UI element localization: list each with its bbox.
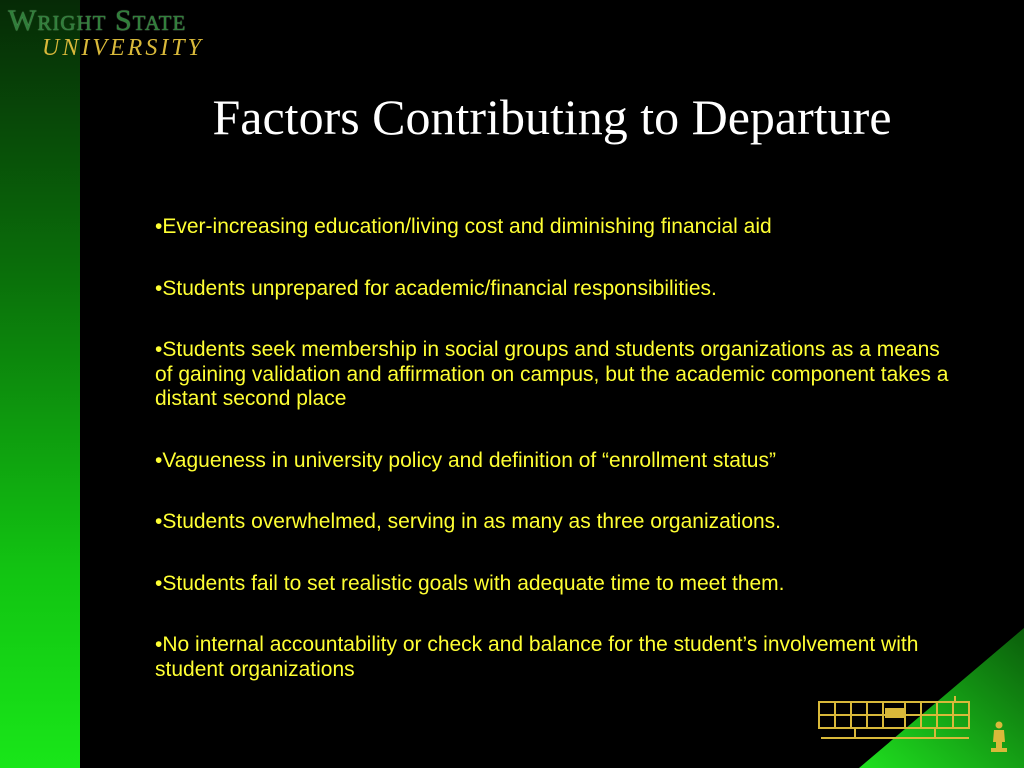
left-green-gradient-bar xyxy=(0,0,80,768)
wright-flyer-icon xyxy=(815,694,975,750)
bullet-item: •Students fail to set realistic goals with adequate time to meet them. xyxy=(155,571,785,595)
bullet-item: •No internal accountability or check and balance for the student’s involvement with student organizations xyxy=(155,633,919,681)
statue-icon xyxy=(988,720,1010,752)
bullet-list xyxy=(155,215,955,719)
logo-wordmark: Wright State xyxy=(8,4,187,37)
slide-title: Factors Contributing to Departure xyxy=(212,89,892,145)
logo-subtitle: UNIVERSITY xyxy=(42,35,204,61)
university-logo xyxy=(8,6,258,66)
bullet-item: •Students seek membership in social groups and students organizations as a means of gaining validation and affirmation on campus, but the academic component takes a distant second place xyxy=(155,338,949,410)
bullet-item: •Ever-increasing education/living cost and diminishing financial aid xyxy=(155,215,772,238)
bullet-item: •Vagueness in university policy and definition of “enrollment status” xyxy=(155,448,776,472)
bullet-item: •Students unprepared for academic/financial responsibilities. xyxy=(155,276,717,300)
bullet-item: •Students overwhelmed, serving in as many as three organizations. xyxy=(155,510,782,533)
